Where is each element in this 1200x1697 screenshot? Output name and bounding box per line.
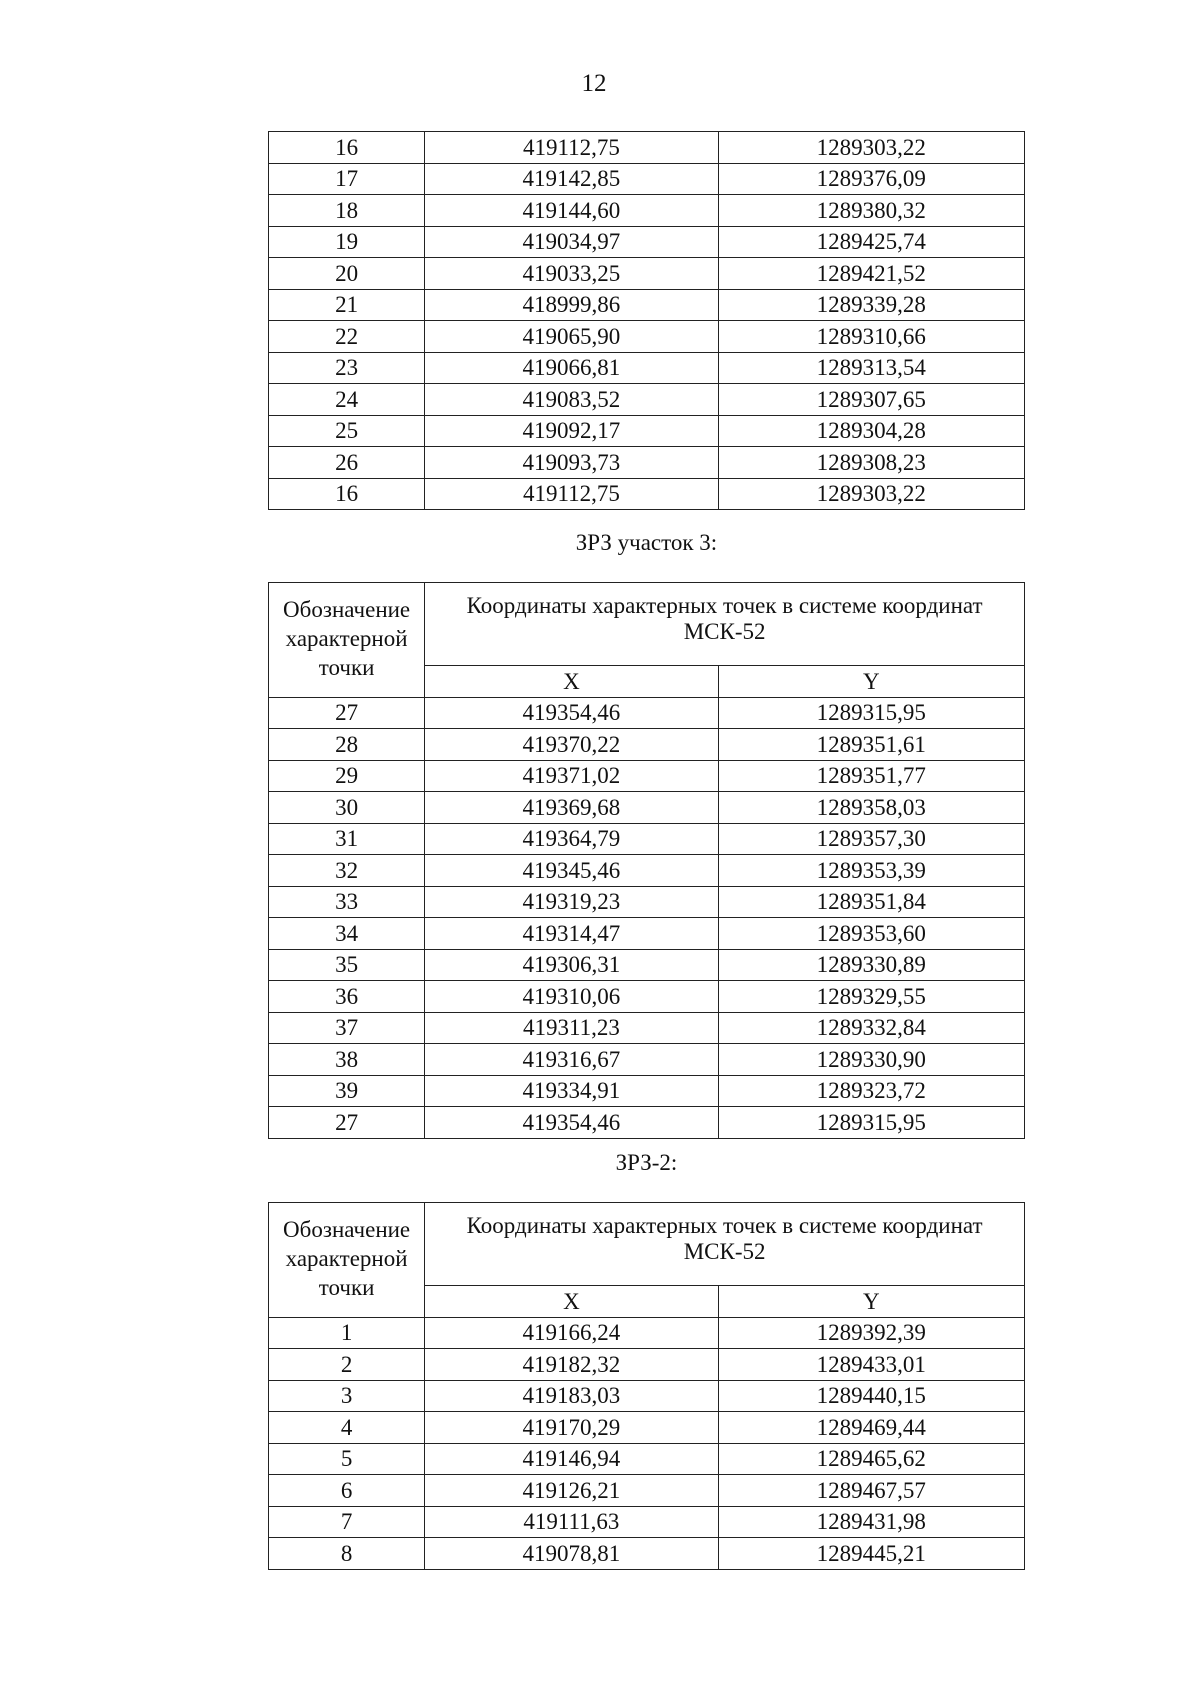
table-row (269, 918, 1025, 950)
table-row (269, 1412, 1025, 1444)
y-coordinate-cell: 1289351,61 (718, 729, 1024, 761)
x-coordinate-cell: 419146,94 (425, 1443, 718, 1475)
y-coordinate-cell: 1289425,74 (718, 226, 1024, 258)
x-coordinate-cell: 419033,25 (425, 258, 718, 290)
section-title-zrz-2: ЗРЗ-2: (615, 1150, 678, 1175)
x-coordinate-cell: 419364,79 (425, 823, 718, 855)
x-coordinate-cell: 419066,81 (425, 352, 718, 384)
y-coordinate-cell: 1289376,09 (718, 163, 1024, 195)
point-id-cell: 22 (269, 321, 425, 353)
x-column-header: X (425, 666, 718, 698)
point-id-cell: 27 (269, 697, 425, 729)
table-row (269, 163, 1025, 195)
x-coordinate-cell: 419334,91 (425, 1075, 718, 1107)
table-row (269, 949, 1025, 981)
y-coordinate-cell: 1289303,22 (718, 132, 1024, 164)
y-column-header: Y (718, 1286, 1024, 1318)
table-row (269, 1538, 1025, 1570)
y-coordinate-cell: 1289308,23 (718, 447, 1024, 479)
table-row (269, 226, 1025, 258)
y-coordinate-cell: 1289304,28 (718, 415, 1024, 447)
table-row (269, 823, 1025, 855)
y-coordinate-cell: 1289332,84 (718, 1012, 1024, 1044)
y-coordinate-cell: 1289467,57 (718, 1475, 1024, 1507)
y-coordinate-cell: 1289303,22 (718, 478, 1024, 510)
table-row (269, 415, 1025, 447)
y-coordinate-cell: 1289440,15 (718, 1380, 1024, 1412)
y-coordinate-cell: 1289465,62 (718, 1443, 1024, 1475)
coords-column-header: Координаты характерных точек в системе координат МСК-52 (425, 583, 1025, 666)
point-id-cell: 27 (269, 1107, 425, 1139)
table-row (269, 1075, 1025, 1107)
table-row (269, 1443, 1025, 1475)
table-row (269, 792, 1025, 824)
table-row (269, 384, 1025, 416)
x-coordinate-cell: 419319,23 (425, 886, 718, 918)
point-id-cell: 20 (269, 258, 425, 290)
y-column-header: Y (718, 666, 1024, 698)
point-id-cell: 6 (269, 1475, 425, 1507)
point-id-cell: 38 (269, 1044, 425, 1076)
table-row (269, 289, 1025, 321)
point-id-cell: 4 (269, 1412, 425, 1444)
x-coordinate-cell: 419092,17 (425, 415, 718, 447)
table-row (269, 981, 1025, 1013)
point-id-cell: 35 (269, 949, 425, 981)
x-coordinate-cell: 419112,75 (425, 478, 718, 510)
x-coordinate-cell: 419370,22 (425, 729, 718, 761)
y-coordinate-cell: 1289315,95 (718, 1107, 1024, 1139)
x-coordinate-cell: 419126,21 (425, 1475, 718, 1507)
y-coordinate-cell: 1289339,28 (718, 289, 1024, 321)
point-id-cell: 34 (269, 918, 425, 950)
x-coordinate-cell: 419170,29 (425, 1412, 718, 1444)
y-coordinate-cell: 1289353,39 (718, 855, 1024, 887)
point-id-cell: 8 (269, 1538, 425, 1570)
point-id-cell: 18 (269, 195, 425, 227)
table-body (269, 132, 1025, 510)
point-id-cell: 19 (269, 226, 425, 258)
y-coordinate-cell: 1289330,89 (718, 949, 1024, 981)
table-row (269, 886, 1025, 918)
x-coordinate-cell: 419182,32 (425, 1349, 718, 1381)
table-row (269, 1506, 1025, 1538)
y-coordinate-cell: 1289392,39 (718, 1317, 1024, 1349)
table-row (269, 697, 1025, 729)
section-title-zrz-3: ЗРЗ участок 3: (575, 530, 718, 555)
y-coordinate-cell: 1289421,52 (718, 258, 1024, 290)
y-coordinate-cell: 1289351,77 (718, 760, 1024, 792)
coordinates-table-2 (268, 582, 1025, 1139)
y-coordinate-cell: 1289310,66 (718, 321, 1024, 353)
x-coordinate-cell: 418999,86 (425, 289, 718, 321)
table-row (269, 760, 1025, 792)
y-coordinate-cell: 1289469,44 (718, 1412, 1024, 1444)
table-row (269, 1475, 1025, 1507)
point-column-header: Обозначение характерной точки (269, 1203, 425, 1318)
x-coordinate-cell: 419093,73 (425, 447, 718, 479)
x-coordinate-cell: 419111,63 (425, 1506, 718, 1538)
x-coordinate-cell: 419065,90 (425, 321, 718, 353)
y-coordinate-cell: 1289431,98 (718, 1506, 1024, 1538)
y-coordinate-cell: 1289353,60 (718, 918, 1024, 950)
y-coordinate-cell: 1289315,95 (718, 697, 1024, 729)
x-coordinate-cell: 419369,68 (425, 792, 718, 824)
point-id-cell: 33 (269, 886, 425, 918)
point-id-cell: 29 (269, 760, 425, 792)
y-coordinate-cell: 1289433,01 (718, 1349, 1024, 1381)
point-id-cell: 26 (269, 447, 425, 479)
point-id-cell: 32 (269, 855, 425, 887)
point-id-cell: 30 (269, 792, 425, 824)
point-id-cell: 24 (269, 384, 425, 416)
x-coordinate-cell: 419306,31 (425, 949, 718, 981)
point-id-cell: 16 (269, 478, 425, 510)
y-coordinate-cell: 1289351,84 (718, 886, 1024, 918)
point-id-cell: 31 (269, 823, 425, 855)
coordinates-table-3 (268, 1202, 1025, 1570)
x-coordinate-cell: 419354,46 (425, 1107, 718, 1139)
x-coordinate-cell: 419144,60 (425, 195, 718, 227)
table-row (269, 478, 1025, 510)
x-coordinate-cell: 419371,02 (425, 760, 718, 792)
x-column-header: X (425, 1286, 718, 1318)
x-coordinate-cell: 419183,03 (425, 1380, 718, 1412)
y-coordinate-cell: 1289330,90 (718, 1044, 1024, 1076)
point-id-cell: 7 (269, 1506, 425, 1538)
x-coordinate-cell: 419078,81 (425, 1538, 718, 1570)
x-coordinate-cell: 419311,23 (425, 1012, 718, 1044)
table-row (269, 1349, 1025, 1381)
table-body (269, 1317, 1025, 1569)
point-id-cell: 16 (269, 132, 425, 164)
point-id-cell: 23 (269, 352, 425, 384)
table-row (269, 855, 1025, 887)
x-coordinate-cell: 419142,85 (425, 163, 718, 195)
x-coordinate-cell: 419310,06 (425, 981, 718, 1013)
x-coordinate-cell: 419166,24 (425, 1317, 718, 1349)
coords-column-header: Координаты характерных точек в системе координат МСК-52 (425, 1203, 1025, 1286)
x-coordinate-cell: 419345,46 (425, 855, 718, 887)
table-row (269, 321, 1025, 353)
page-number: 12 (581, 70, 607, 97)
table-row (269, 352, 1025, 384)
point-id-cell: 17 (269, 163, 425, 195)
point-id-cell: 2 (269, 1349, 425, 1381)
table-row (269, 1012, 1025, 1044)
point-id-cell: 36 (269, 981, 425, 1013)
table-body (269, 697, 1025, 1138)
table-row (269, 195, 1025, 227)
x-coordinate-cell: 419314,47 (425, 918, 718, 950)
point-id-cell: 37 (269, 1012, 425, 1044)
x-coordinate-cell: 419316,67 (425, 1044, 718, 1076)
y-coordinate-cell: 1289329,55 (718, 981, 1024, 1013)
table-row (269, 1044, 1025, 1076)
table-row (269, 132, 1025, 164)
table-row (269, 258, 1025, 290)
x-coordinate-cell: 419112,75 (425, 132, 718, 164)
point-column-header: Обозначение характерной точки (269, 583, 425, 698)
y-coordinate-cell: 1289323,72 (718, 1075, 1024, 1107)
x-coordinate-cell: 419354,46 (425, 697, 718, 729)
header-row (269, 583, 1025, 666)
point-id-cell: 5 (269, 1443, 425, 1475)
table-row (269, 729, 1025, 761)
point-id-cell: 28 (269, 729, 425, 761)
point-id-cell: 3 (269, 1380, 425, 1412)
table-row (269, 447, 1025, 479)
y-coordinate-cell: 1289380,32 (718, 195, 1024, 227)
point-id-cell: 1 (269, 1317, 425, 1349)
x-coordinate-cell: 419083,52 (425, 384, 718, 416)
table-row (269, 1317, 1025, 1349)
point-id-cell: 21 (269, 289, 425, 321)
y-coordinate-cell: 1289358,03 (718, 792, 1024, 824)
table-row (269, 1380, 1025, 1412)
x-coordinate-cell: 419034,97 (425, 226, 718, 258)
y-coordinate-cell: 1289357,30 (718, 823, 1024, 855)
y-coordinate-cell: 1289445,21 (718, 1538, 1024, 1570)
point-id-cell: 39 (269, 1075, 425, 1107)
coordinates-table-1 (268, 131, 1025, 510)
point-id-cell: 25 (269, 415, 425, 447)
y-coordinate-cell: 1289307,65 (718, 384, 1024, 416)
table-row (269, 1107, 1025, 1139)
header-row (269, 1203, 1025, 1286)
y-coordinate-cell: 1289313,54 (718, 352, 1024, 384)
